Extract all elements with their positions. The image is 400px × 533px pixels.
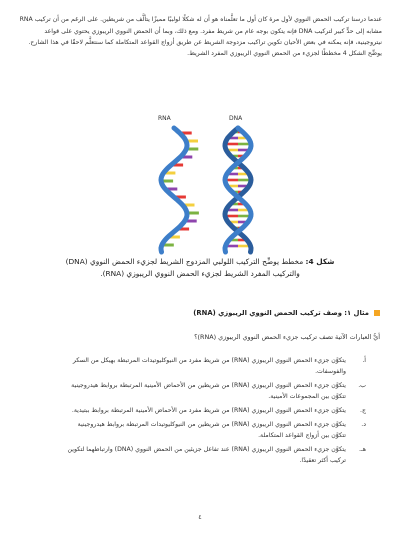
option-letter: ج.: [360, 407, 366, 414]
helix-diagram: [150, 124, 270, 259]
caption-line-2: والتركيب المفرد الشريط لجزيء الحمض النووي الريبوزي (RNA).: [100, 269, 300, 278]
answer-option[interactable]: [66, 419, 366, 441]
rna-dna-figure: [150, 116, 270, 256]
answer-option[interactable]: [66, 405, 366, 416]
answer-option[interactable]: [66, 444, 366, 466]
answer-options: [66, 355, 366, 469]
rna-base: [164, 244, 174, 247]
example-heading: [150, 309, 380, 317]
rna-base: [187, 220, 197, 223]
figure-caption: [50, 256, 350, 280]
example-title: مثال ١: وصف تركيب الحمض النووي الريبوزي (RNA): [193, 309, 369, 317]
caption-prefix: شكل 4:: [305, 257, 335, 266]
option-text: يتكوَّن جزيء الحمض النووي الريبوزي (RNA) من شريط مفرد من الأحماض الأمينية المرتبطة بروابط ببتيدية.: [71, 407, 346, 414]
option-letter: ب.: [358, 382, 366, 389]
rna-base: [188, 140, 198, 143]
rna-base: [163, 180, 173, 183]
rna-base: [188, 148, 198, 151]
option-text: يتكوَّن جزيء الحمض النووي الريبوزي (RNA) من شريطين من الأحماض الأمينية المرتبطة بروابط هيدروجينية تتكوَّن بين المجموعات الأمينية.: [71, 382, 346, 400]
answer-option[interactable]: [66, 355, 366, 377]
option-text: يتكوَّن جزيء الحمض النووي الريبوزي (RNA) من شريط مفرد من النيوكليوتيدات المرتبطة بهيكل من السكر والفوسفات.: [72, 357, 346, 375]
intro-paragraph: عندما درسنا تركيب الحمض النووي لأول مرة كان أول ما تعلَّمناه هو أن له شكلًا لولبيًا مميزًا يتألَّف من شريطين. على الرغم من أن تركيب RNA مشابه إلى حدٍّ كبير لتركيب DNA فإنه يتكون بوجه عام من شريط مفرد. ومع ذلك، وبما أن الحمض النووي الريبوزي يحتوي على قواعد نيتروجينية، فإنه يمكنه في بعض الأحيان تكوين تراكيب مزدوجة الشريط عن طريق أزواج القواعد المتكاملة كما سنتعلَّم لاحقًا في هذا الشارح. يوضِّح الشكل 4 مخططًا لجزيء من الحمض النووي الريبوزي المفرد الشريط.: [19, 16, 382, 58]
option-text: يتكوَّن جزيء الحمض النووي الريبوزي (RNA) عند تفاعل جزيئين من الحمض النووي (DNA) وارتباطهما لتكوين تركيب أكثر تعقيدًا.: [67, 446, 346, 464]
option-letter: أ.: [362, 357, 366, 364]
rna-base: [189, 212, 199, 215]
option-letter: د.: [361, 421, 366, 428]
orange-square-icon: [374, 310, 380, 316]
option-text: يتكوَّن جزيء الحمض النووي الريبوزي (RNA) من شريطين من النيوكليوتيدات المرتبطة بروابط هيدروجينية تتكوَّن بين أزواج القواعد المتكاملة.: [77, 421, 346, 439]
answer-option[interactable]: [66, 380, 366, 402]
option-letter: هـ.: [358, 446, 366, 453]
dna-label: DNA: [229, 115, 243, 122]
caption-line-1: مخطط يوضِّح التركيب اللولبي المزدوج الشريط لجزيء الحمض النووي (DNA): [65, 257, 304, 266]
question-text: أيُّ العبارات الآتية تصف تركيب جزيء الحمض النووي الريبوزي (RNA)؟: [194, 333, 380, 341]
rna-label: RNA: [158, 115, 171, 122]
page-number: ٤: [198, 513, 202, 521]
